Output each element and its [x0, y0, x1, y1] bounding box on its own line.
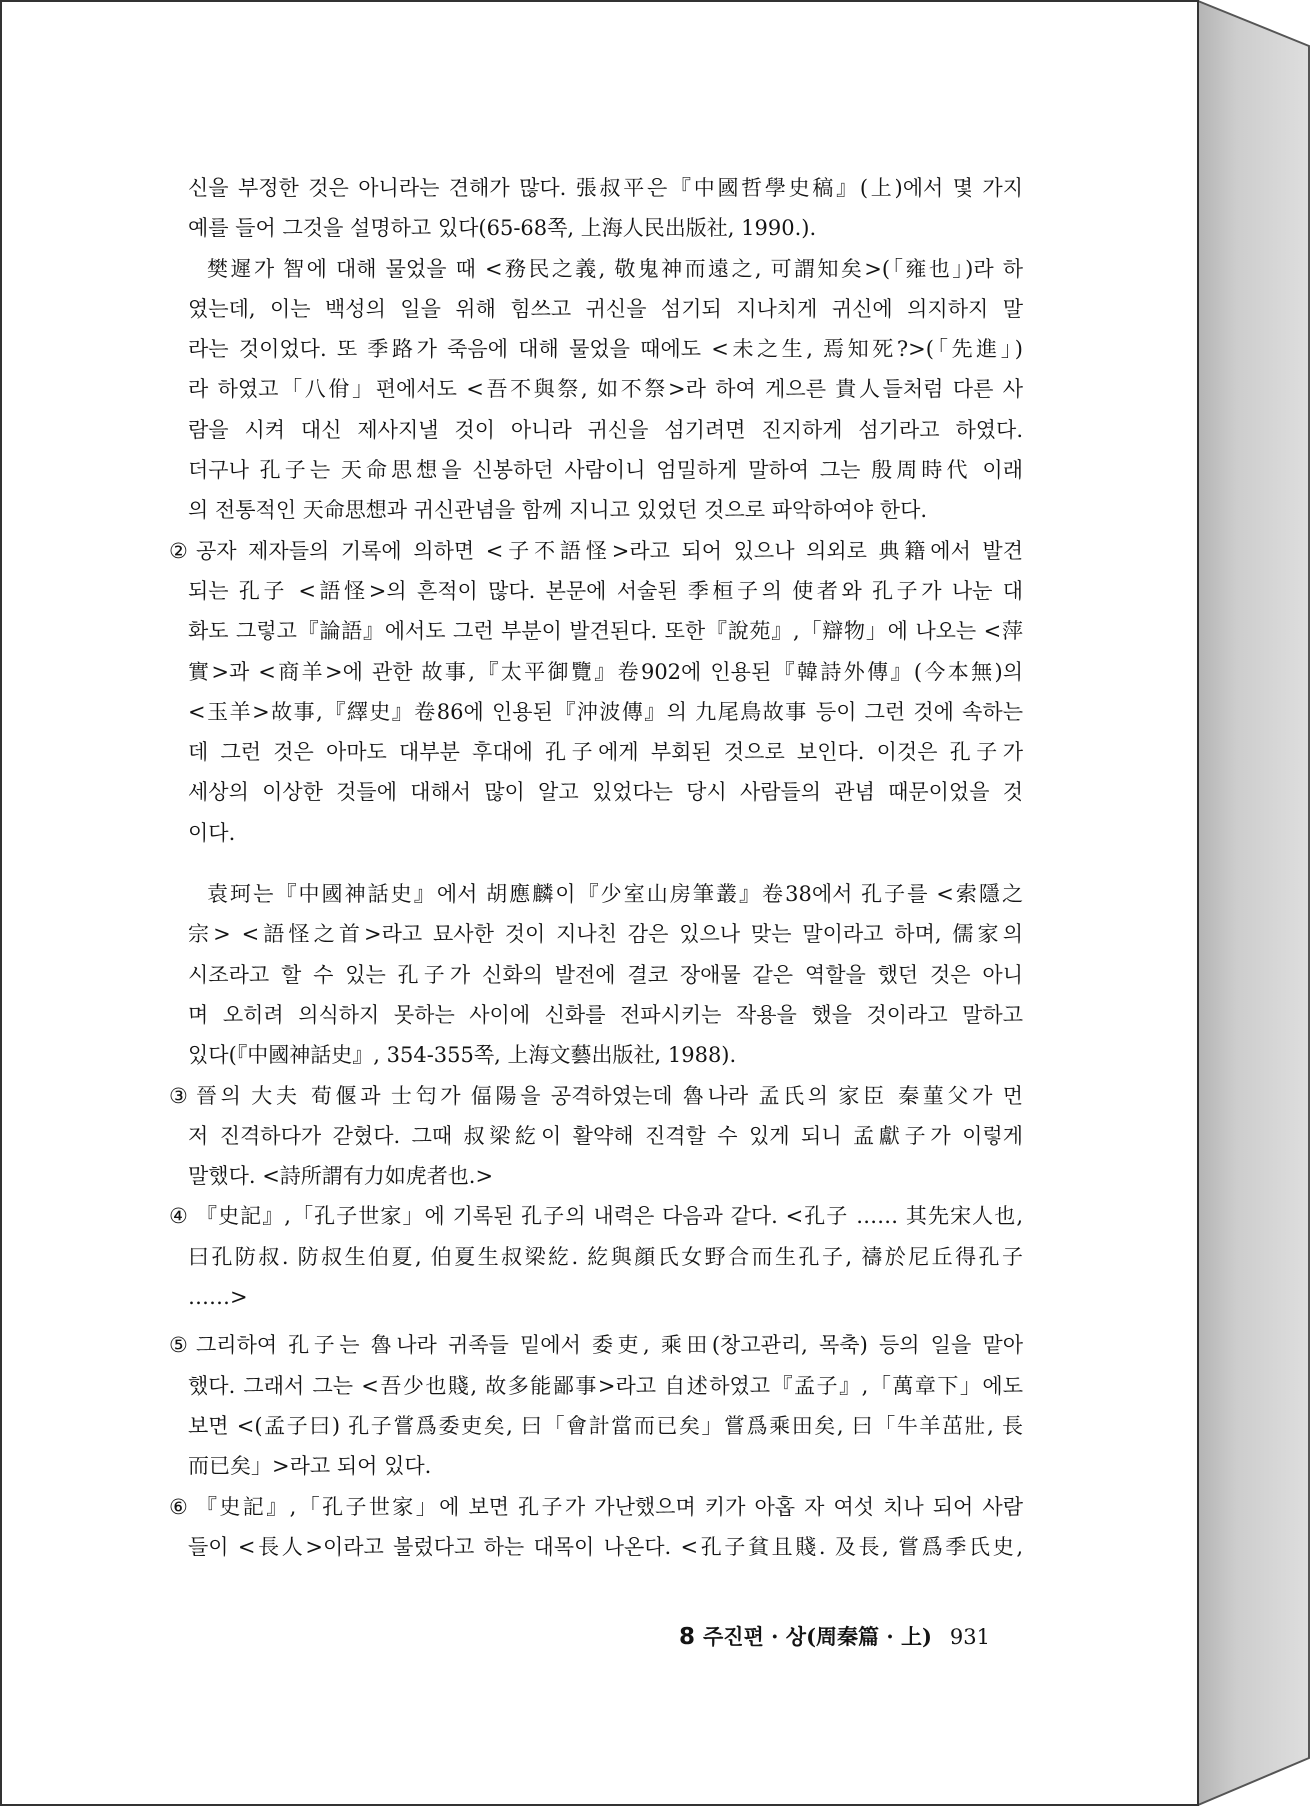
chapter-number: 8 — [679, 1624, 696, 1650]
chapter-title: 주진편 · 상(周秦篇 · 上) — [703, 1624, 932, 1649]
paragraph — [188, 249, 1023, 531]
text-line: 했다. 그래서 그는 <吾少也賤, 故多能鄙事>라고 自述하였고『孟子』,「萬章下」에도 — [188, 1373, 1023, 1398]
note-number: ② — [169, 538, 188, 563]
text-line: ……> — [188, 1285, 248, 1310]
text-line: 이다. — [188, 820, 236, 845]
running-footer — [679, 1617, 990, 1659]
note-number: ⑥ — [169, 1494, 188, 1519]
note-number: ④ — [169, 1204, 188, 1229]
text-line: 宗> <語怪之首>라고 묘사한 것이 지나친 감은 있으나 맞는 말이라고 하며, 儒家의 — [188, 922, 1023, 947]
text-line: 신을 부정한 것은 아니라는 견해가 많다. 張叔平은『中國哲學史稿』(上)에서 몇 가지 — [188, 176, 1023, 200]
text-line: 예를 들어 그것을 설명하고 있다(65-68쪽, 上海人民出版社, 1990.). — [188, 216, 817, 241]
text-line: 들이 <長人>이라고 불렀다고 하는 대목이 나온다. <孔子貧且賤. 及長, 嘗爲季氏史, — [188, 1534, 1023, 1559]
text-line: 晉의 大夫 荀偃과 士匄가 偪陽을 공격하였는데 魯나라 孟氏의 家臣 秦菫父가 먼 — [196, 1083, 1023, 1108]
text-line: 『史記』,「孔子世家」에 보면 孔子가 가난했으며 키가 아홉 자 여섯 치나 되어 사람 — [196, 1494, 1023, 1519]
text-line: 라는 것이었다. 또 季路가 죽음에 대해 물었을 때에도 <未之生, 焉知死?>(「先進」) — [188, 337, 1023, 362]
text-line: 보면 <(孟子曰) 孔子嘗爲委吏矣, 曰「會計當而已矣」嘗爲乘田矣, 曰「牛羊茁壯, 長 — [188, 1413, 1023, 1438]
text-line: 화도 그렇고『論語』에서도 그런 부분이 발견된다. 또한『說苑』,「辯物」에 나오는 <萍 — [188, 619, 1023, 644]
text-column — [169, 168, 1024, 1567]
note-item-3 — [169, 1076, 1023, 1197]
text-line: 그리하여 孔子는 魯나라 귀족들 밑에서 委吏, 乘田(창고관리, 목축) 등의 일을 맡아 — [196, 1333, 1023, 1358]
text-line: 람을 시켜 대신 제사지낼 것이 아니라 귀신을 섬기려면 진지하게 섬기라고 하였다. — [188, 417, 1023, 442]
paragraph — [188, 874, 1023, 1075]
text-line: 而已矣」>라고 되어 있다. — [188, 1454, 432, 1479]
note-item-4 — [169, 1196, 1023, 1317]
text-line: 말했다. <詩所謂有力如虎者也.> — [188, 1164, 494, 1189]
text-line: 라 하였고「八佾」편에서도 <吾不與祭, 如不祭>라 하여 게으른 貴人들처럼 다른 사 — [188, 377, 1023, 402]
text-line: 曰孔防叔. 防叔生伯夏, 伯夏生叔梁紇. 紇與顔氏女野合而生孔子, 禱於尼丘得孔子 — [188, 1244, 1023, 1269]
text-line: 더구나 孔子는 天命思想을 신봉하던 사람이니 엄밀하게 말하여 그는 殷周時代 이래 — [188, 458, 1023, 483]
text-line: 있다(『中國神話史』, 354-355쪽, 上海文藝出版社, 1988). — [188, 1043, 737, 1068]
text-line: 實>과 <商羊>에 관한 故事,『太平御覽』卷902에 인용된『韓詩外傳』(今本無)의 — [188, 659, 1024, 684]
note-item-6 — [169, 1487, 1023, 1568]
page-number: 931 — [949, 1625, 990, 1649]
text-line: 저 진격하다가 갇혔다. 그때 叔梁紇이 활약해 진격할 수 있게 되니 孟獻子가 이렇게 — [188, 1123, 1023, 1148]
note-item-5 — [169, 1325, 1023, 1486]
text-line: 袁珂는『中國神話史』에서 胡應麟이『少室山房筆叢』卷38에서 孔子를 <索隱之 — [207, 882, 1023, 907]
text-line: 세상의 이상한 것들에 대해서 많이 알고 있었다는 당시 사람들의 관념 때문이었을 것 — [188, 780, 1023, 805]
note-number: ⑤ — [169, 1333, 188, 1358]
text-line: 의 전통적인 天命思想과 귀신관념을 함께 지니고 있었던 것으로 파악하여야 한다. — [188, 498, 928, 523]
page-stack-side — [1198, 1, 1309, 1805]
text-line: 였는데, 이는 백성의 일을 위해 힘쓰고 귀신을 섬기되 지나치게 귀신에 의지하지 말 — [188, 296, 1023, 321]
text-line: 시조라고 할 수 있는 孔子가 신화의 발전에 결코 장애물 같은 역할을 했던 것은 아니 — [188, 962, 1023, 987]
text-line: 『史記』,「孔子世家」에 기록된 孔子의 내력은 다음과 같다. <孔子 …… 其先宋人也, — [196, 1204, 1023, 1229]
note-number: ③ — [169, 1083, 188, 1108]
text-line: 며 오히려 의식하지 못하는 사이에 신화를 전파시키는 작용을 했을 것이라고 말하고 — [188, 1002, 1023, 1027]
text-line: 樊遲가 智에 대해 물었을 때 <務民之義, 敬鬼神而遠之, 可謂知矣>(「雍也」)라 하 — [207, 256, 1023, 281]
paragraph-continuation — [188, 168, 1023, 249]
text-line: 공자 제자들의 기록에 의하면 <子不語怪>라고 되어 있으나 의외로 典籍에서 발견 — [196, 538, 1023, 563]
text-line: 되는 孔子 <語怪>의 흔적이 많다. 본문에 서술된 季桓子의 使者와 孔子가 나눈 대 — [188, 578, 1023, 603]
text-line: <玉羊>故事,『繹史』卷86에 인용된『沖波傳』의 九尾鳥故事 등이 그런 것에 속하는 — [188, 699, 1023, 724]
text-line: 데 그런 것은 아마도 대부분 후대에 孔子에게 부회된 것으로 보인다. 이것은 孔子가 — [188, 740, 1023, 765]
note-item-2 — [169, 531, 1024, 853]
